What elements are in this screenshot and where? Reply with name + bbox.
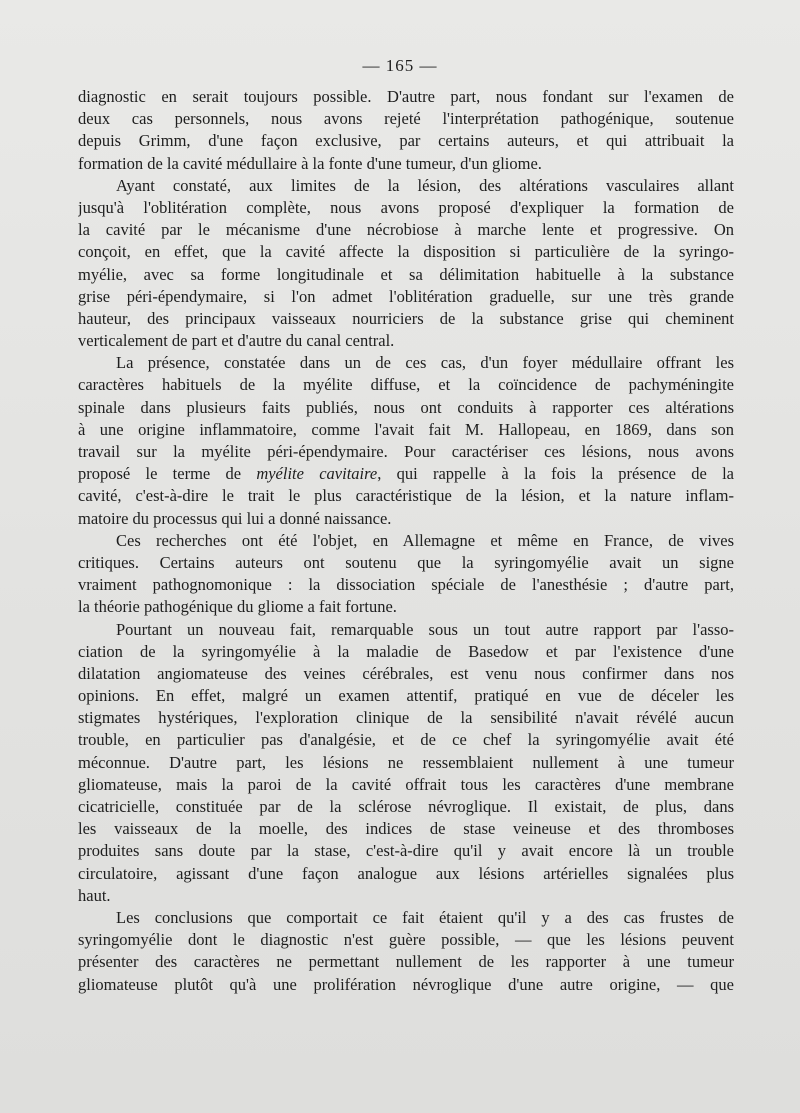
text-line: diagnostic en serait toujours possible. D'autre part, nous fondant sur l'examen de (78, 87, 734, 106)
paragraph-start-line: La présence, constatée dans un de ces cas, d'un foyer médullaire offrant les (116, 353, 734, 373)
text-line: cicatricielle, constituée par de la sclérose névroglique. Il existait, de plus, dans (78, 797, 734, 816)
text-line: la cavité par le mécanisme d'une nécrobiose à marche lente et progressive. On (78, 220, 734, 240)
text-line: myélie, avec sa forme longitudinale et sa délimitation habituelle à la substance (78, 264, 734, 284)
text-line: à une origine inflammatoire, comme l'avait fait M. Hallopeau, en 1869, dans son (78, 419, 734, 439)
text-line: les vaisseaux de la moelle, des indices de stase veineuse et des thromboses (78, 819, 734, 839)
text-line: grise péri-épendymaire, si l'on admet l'oblitération graduelle, sur une très grande (78, 286, 734, 306)
text-line: stigmates hystériques, l'exploration clinique de la sensibilité n'avait révélé aucun (78, 708, 734, 728)
text-line: vraiment pathognomonique : la dissociation spéciale de l'anesthésie ; d'autre part, (78, 575, 734, 595)
text-line: gliomateuse, mais la paroi de la cavité offrait tous les caractères d'une membrane (78, 774, 734, 794)
text-line: haut. (78, 885, 111, 905)
text-line: spinale dans plusieurs faits publiés, nous ont conduits à rapporter ces altérations (78, 397, 734, 417)
text-line: hauteur, des principaux vaisseaux nourriciers de la substance grise qui cheminent (78, 308, 734, 328)
text-line: circulatoire, agissant d'une façon analogue aux lésions artérielles signalées plus (78, 863, 734, 883)
text-line: opinions. En effet, malgré un examen attentif, pratiqué en vue de déceler les (78, 686, 734, 706)
text-line: deux cas personnels, nous avons rejeté l'interprétation pathogénique, soutenue (78, 109, 734, 129)
text-line: jusqu'à l'oblitération complète, nous avons proposé d'expliquer la formation de (78, 197, 734, 217)
page-number: — 165 — (362, 56, 438, 75)
text-line: trouble, en particulier pas d'analgésie, et de ce chef la syringomyélie avait été (78, 730, 734, 750)
text-line: caractères habituels de la myélite diffuse, et la coïncidence de pachyméningite (78, 375, 734, 395)
text-line: verticalement de part et d'autre du canal central. (78, 331, 395, 351)
text-segment: proposé le terme de (78, 464, 257, 484)
text-line: syringomyélie dont le diagnostic n'est guère possible, — que les lésions peuvent (78, 930, 734, 950)
text-line: critiques. Certains auteurs ont soutenu que la syringomyélie avait un signe (78, 552, 734, 572)
text-line: dilatation angiomateuse des veines cérébrales, est venu nous confirmer dans nos (78, 663, 734, 683)
paragraph-start-line: Ces recherches ont été l'objet, en Allemagne et même en France, de vives (116, 530, 734, 550)
text-line: méconnue. D'autre part, les lésions ne ressemblaient nullement à une tumeur (78, 752, 734, 772)
text-line: produites sans doute par la stase, c'est-à-dire qu'il y avait encore là un trouble (78, 841, 734, 861)
text-segment: , qui rappelle à la fois la présence de la (377, 464, 734, 484)
paragraph-start-line: Ayant constaté, aux limites de la lésion, des altérations vasculaires allant (116, 175, 734, 195)
text-line: présenter des caractères ne permettant nullement de les rapporter à une tumeur (78, 952, 734, 972)
body-text (78, 86, 734, 996)
text-line: travail sur la myélite péri-épendymaire. Pour caractériser ces lésions, nous avons (78, 442, 734, 461)
text-line: ciation de la syringomyélie à la maladie de Basedow et par l'existence d'une (78, 641, 734, 661)
italic-term: myélite cavitaire (256, 464, 378, 484)
text-line-with-italic (78, 463, 734, 485)
text-line: conçoit, en effet, que la cavité affecte la disposition si particulière de la syringo- (78, 242, 734, 262)
text-line: matoire du processus qui lui a donné naissance. (78, 508, 392, 528)
text-line: gliomateuse plutôt qu'à une prolifération névroglique d'une autre origine, — que (78, 974, 734, 994)
text-line: la théorie pathogénique du gliome a fait fortune. (78, 597, 397, 617)
text-line: formation de la cavité médullaire à la fonte d'une tumeur, d'un gliome. (78, 153, 542, 173)
text-line: cavité, c'est-à-dire le trait le plus caractéristique de la lésion, et la nature inflam- (78, 486, 734, 506)
paragraph-start-line: Pourtant un nouveau fait, remarquable sous un tout autre rapport par l'asso- (116, 619, 734, 639)
text-line: depuis Grimm, d'une façon exclusive, par certains auteurs, et qui attribuait la (78, 131, 734, 151)
paragraph-start-line: Les conclusions que comportait ce fait étaient qu'il y a des cas frustes de (116, 907, 734, 927)
